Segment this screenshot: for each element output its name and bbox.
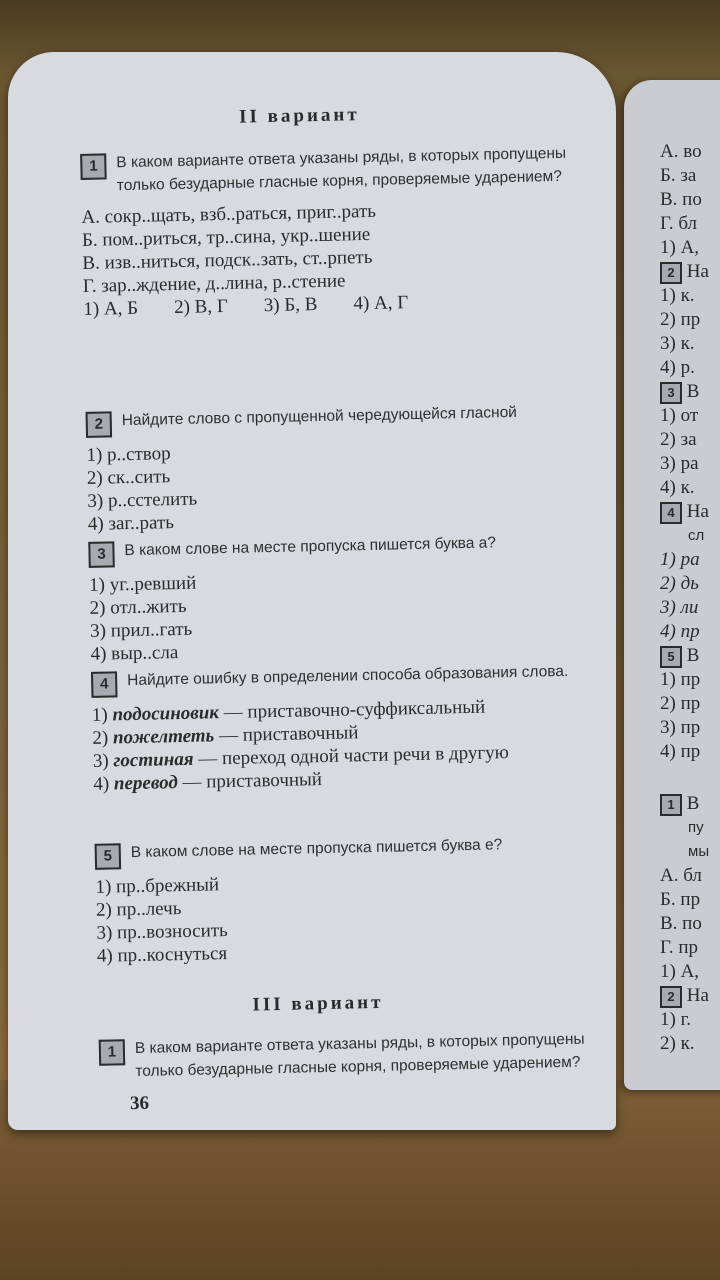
left-page bbox=[8, 52, 616, 1130]
question-header bbox=[91, 658, 616, 697]
option-word: подосиновик bbox=[112, 702, 220, 726]
right-line-text: 1) ра bbox=[660, 549, 700, 570]
right-question-2 bbox=[660, 260, 720, 284]
option-number: 4) bbox=[93, 773, 110, 795]
variant-2-title: II вариант bbox=[238, 104, 360, 128]
question-number-box: 1 bbox=[99, 1039, 126, 1066]
question-text: Найдите ошибку в определении способа образования слова. bbox=[126, 662, 569, 690]
right-question-label: На bbox=[686, 261, 709, 282]
answer-rows bbox=[81, 195, 616, 321]
right-line: 4) к. bbox=[660, 477, 695, 498]
right-line: 2) к. bbox=[660, 1033, 695, 1054]
right-line: 1) г. bbox=[660, 1009, 691, 1030]
right-line: мы bbox=[688, 843, 710, 860]
option-rest: — приставочный bbox=[214, 722, 359, 747]
right-question-label: В bbox=[686, 381, 700, 402]
answer-row: А. сокр..щать, взб..раться, приг..рать bbox=[81, 200, 377, 228]
question-number-box: 4 bbox=[91, 671, 118, 698]
right-line bbox=[660, 572, 720, 596]
right-line: А. во bbox=[660, 141, 702, 162]
question-number-box: 2 bbox=[660, 986, 682, 1008]
question-text: В каком слове на месте пропуска пишется буква е? bbox=[130, 836, 503, 862]
variant-3-question-1 bbox=[99, 1026, 616, 1083]
right-line: пу bbox=[688, 819, 704, 836]
right-question-1 bbox=[660, 792, 720, 816]
question-header bbox=[99, 1026, 616, 1083]
right-question-label: На bbox=[686, 501, 709, 522]
question-number-box: 1 bbox=[80, 153, 107, 180]
question-header bbox=[95, 830, 616, 869]
left-page-content bbox=[78, 52, 616, 1130]
option-word: перевод bbox=[113, 772, 178, 795]
question-number-box: 5 bbox=[660, 646, 682, 668]
right-question-label: В bbox=[686, 793, 700, 814]
right-line: 2) пр bbox=[660, 309, 701, 330]
right-line-text: 3) ли bbox=[660, 597, 699, 618]
answer-choice: 3) Б, В bbox=[263, 294, 318, 317]
answer-choice: 2) В, Г bbox=[173, 295, 229, 319]
right-line bbox=[660, 620, 720, 644]
question-4 bbox=[91, 658, 616, 795]
options-list bbox=[89, 562, 616, 665]
right-line: В. по bbox=[660, 189, 702, 210]
option: 1) уг..ревший bbox=[88, 572, 197, 596]
right-line: 4) р. bbox=[660, 357, 695, 378]
option-number: 3) bbox=[92, 750, 109, 772]
right-line: 3) к. bbox=[660, 333, 695, 354]
right-question-label: В bbox=[686, 645, 700, 666]
answer-choice: 4) А, Г bbox=[353, 292, 409, 315]
options-list bbox=[92, 692, 616, 795]
right-line bbox=[660, 548, 720, 572]
answer-row: В. изв..ниться, подск..зать, ст..рпеть bbox=[82, 246, 373, 274]
question-number-box: 2 bbox=[660, 262, 682, 284]
question-number-box: 3 bbox=[88, 541, 115, 568]
option-number: 2) bbox=[92, 727, 109, 749]
option: 1) р..створ bbox=[86, 443, 171, 466]
question-header bbox=[85, 399, 616, 438]
right-line-text: 4) пр bbox=[660, 621, 700, 642]
variant-3-title: III вариант bbox=[252, 991, 384, 1016]
right-question-label: На bbox=[686, 985, 709, 1006]
options-list bbox=[95, 864, 616, 967]
option: 4) пр..коснуться bbox=[96, 943, 228, 967]
question-5 bbox=[95, 830, 616, 967]
option: 4) выр..сла bbox=[90, 642, 179, 665]
question-1 bbox=[80, 141, 616, 321]
right-page-content bbox=[660, 140, 720, 1056]
right-line: В. по bbox=[660, 913, 702, 934]
right-line: А. бл bbox=[660, 865, 702, 886]
option: 4) заг..рать bbox=[87, 512, 175, 535]
right-page bbox=[624, 80, 720, 1090]
option: 3) прил..гать bbox=[89, 618, 193, 642]
option: 2) пр..лечь bbox=[95, 898, 182, 921]
option: 3) пр..возносить bbox=[96, 920, 228, 944]
options-list bbox=[86, 433, 616, 536]
right-line: сл bbox=[688, 527, 705, 544]
answer-choice: 1) А, Б bbox=[83, 297, 139, 320]
question-text: В каком варианте ответа указаны ряды, в которых пропущены только безударные гласные корня, проверяемые ударением? bbox=[134, 1030, 585, 1081]
right-line: 1) от bbox=[660, 405, 699, 426]
right-question-3 bbox=[660, 380, 720, 404]
right-line: Г. бл bbox=[660, 213, 698, 234]
question-2 bbox=[85, 399, 616, 536]
question-3 bbox=[88, 528, 616, 665]
option-rest: — приставочно-суффиксальный bbox=[218, 696, 486, 724]
right-line: 1) пр bbox=[660, 669, 701, 690]
right-line: 1) к. bbox=[660, 285, 695, 306]
question-text: В каком варианте ответа указаны ряды, в которых пропущены только безударные гласные корня, проверяемые ударением? bbox=[116, 144, 567, 195]
question-text: Найдите слово с пропущенной чередующейся гласной bbox=[121, 403, 518, 430]
right-question-5 bbox=[660, 644, 720, 668]
right-line: Б. за bbox=[660, 165, 697, 186]
right-line: 1) А, bbox=[660, 961, 700, 982]
question-text: В каком слове на месте пропуска пишется буква а? bbox=[124, 534, 497, 560]
question-header bbox=[80, 141, 616, 198]
option-word: гостиная bbox=[113, 748, 194, 772]
option: 2) отл..жить bbox=[89, 595, 187, 619]
question-header bbox=[88, 528, 616, 567]
right-line: 1) А, bbox=[660, 237, 700, 258]
right-line-text: 2) дь bbox=[660, 573, 699, 594]
right-line: 4) пр bbox=[660, 741, 701, 762]
option-rest: — приставочный bbox=[177, 769, 323, 794]
right-line: 2) пр bbox=[660, 693, 701, 714]
option-rest: — переход одной части речи в другую bbox=[193, 742, 510, 770]
option: 1) пр..брежный bbox=[95, 874, 220, 898]
right-line: Б. пр bbox=[660, 889, 701, 910]
right-question-2b bbox=[660, 984, 720, 1008]
question-number-box: 4 bbox=[660, 502, 682, 524]
right-line bbox=[660, 596, 720, 620]
answer-row: Б. пом..риться, тр..сина, укр..шение bbox=[81, 223, 371, 251]
right-line: Г. пр bbox=[660, 937, 699, 958]
question-number-box: 1 bbox=[660, 794, 682, 816]
right-question-4 bbox=[660, 500, 720, 524]
option-word: пожелтеть bbox=[112, 725, 215, 749]
right-line: 2) за bbox=[660, 429, 697, 450]
option: 2) ск..сить bbox=[86, 466, 171, 489]
right-line: 3) пр bbox=[660, 717, 701, 738]
question-number-box: 3 bbox=[660, 382, 682, 404]
option: 3) р..сстелить bbox=[87, 488, 198, 512]
page-number: 36 bbox=[129, 1092, 150, 1115]
right-line: 3) ра bbox=[660, 453, 699, 474]
question-number-box: 2 bbox=[86, 411, 113, 438]
question-number-box: 5 bbox=[95, 843, 122, 870]
option-number: 1) bbox=[91, 704, 108, 726]
answer-row: Г. зар..ждение, д..лина, р..стение bbox=[82, 270, 346, 297]
